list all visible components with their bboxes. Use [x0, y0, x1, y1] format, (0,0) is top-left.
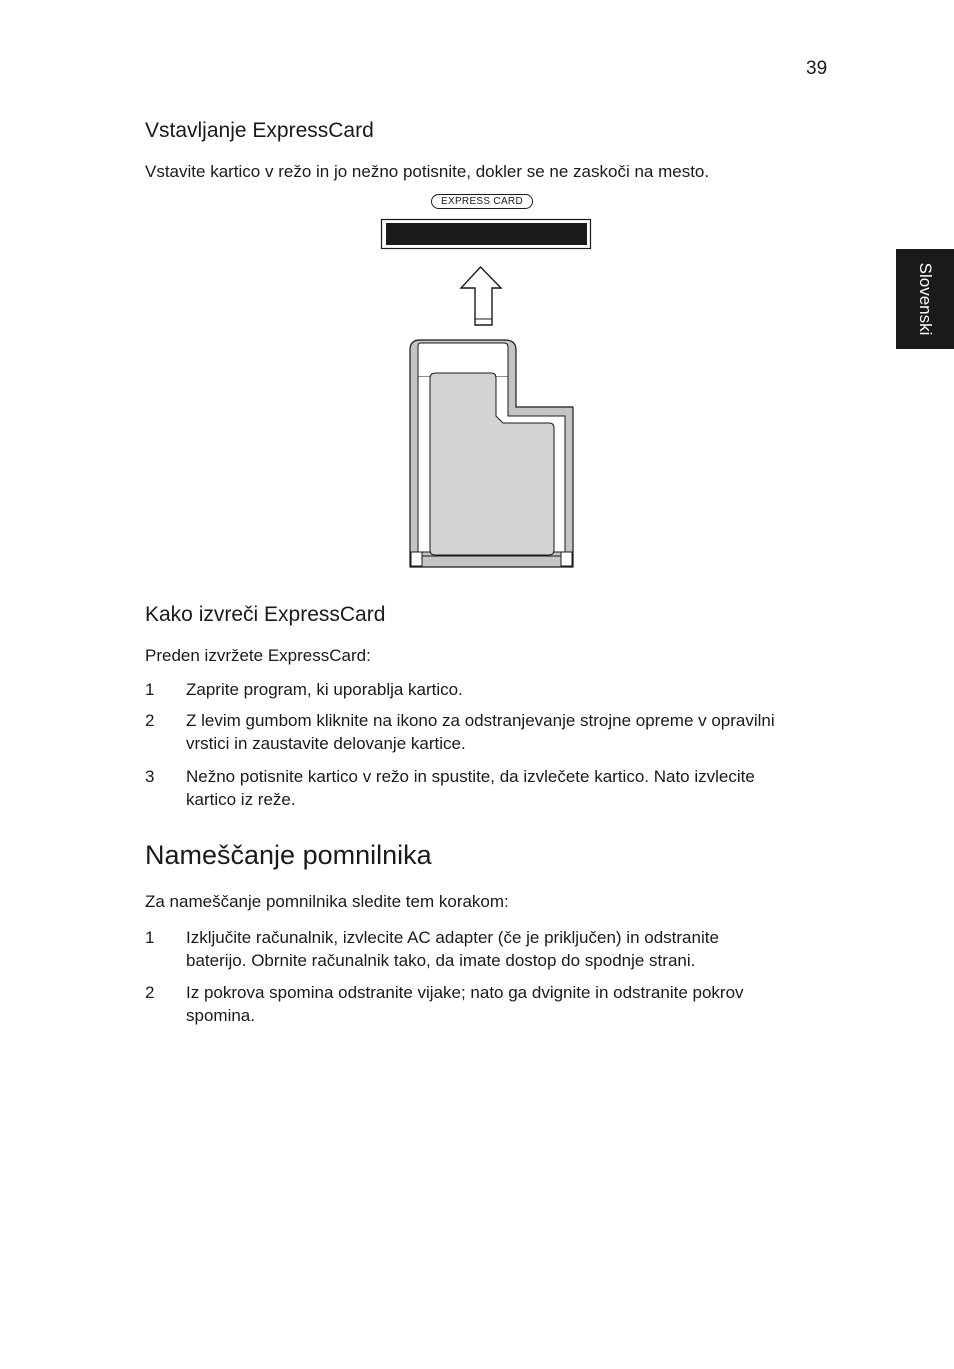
- step-text: [186, 926, 836, 972]
- step-line: baterijo. Obrnite računalnik tako, da imate dostop do spodnje strani.: [186, 951, 696, 970]
- language-tab-label: Slovenski: [916, 262, 935, 336]
- language-tab: [896, 249, 954, 349]
- section-heading-insert: Vstavljanje ExpressCard: [145, 119, 374, 142]
- expresscard-insertion-icon: [370, 190, 600, 575]
- step-line: spomina.: [186, 1006, 255, 1025]
- expresscard: [410, 340, 573, 567]
- step-line: Zaprite program, ki uporablja kartico.: [186, 680, 463, 699]
- page-number: 39: [806, 58, 828, 79]
- step-number: 1: [145, 680, 155, 699]
- step-number: 3: [145, 767, 155, 786]
- step-line: Z levim gumbom kliknite na ikono za odstranjevanje strojne opreme v opravilni: [186, 711, 775, 730]
- insert-arrow-icon: [461, 267, 501, 325]
- step-text: [186, 765, 836, 811]
- step-text: [186, 678, 836, 701]
- expresscard-figure: [370, 190, 600, 575]
- step-text: [186, 981, 836, 1027]
- step-line: kartico iz reže.: [186, 790, 296, 809]
- step-line: Izključite računalnik, izvlecite AC adapter (če je priključen) in odstranite: [186, 928, 719, 947]
- step-number: 2: [145, 983, 155, 1002]
- section-heading-eject: Kako izvreči ExpressCard: [145, 603, 386, 626]
- step-line: Iz pokrova spomina odstranite vijake; nato ga dvignite in odstranite pokrov: [186, 983, 744, 1002]
- eject-intro: Preden izvržete ExpressCard:: [145, 646, 371, 665]
- step-line: Nežno potisnite kartico v režo in spustite, da izvlečete kartico. Nato izvlecite: [186, 767, 755, 786]
- step-number: 2: [145, 711, 155, 730]
- card-slot: [382, 220, 591, 249]
- section-heading-memory: Nameščanje pomnilnika: [145, 840, 432, 870]
- step-line: vrstici in zaustavite delovanje kartice.: [186, 734, 466, 753]
- step-number: 1: [145, 928, 155, 947]
- slot-label: EXPRESS CARD: [431, 194, 533, 209]
- memory-intro: Za nameščanje pomnilnika sledite tem korakom:: [145, 892, 509, 911]
- insert-instructions: Vstavite kartico v režo in jo nežno potisnite, dokler se ne zaskoči na mesto.: [145, 162, 710, 181]
- step-text: [186, 709, 836, 755]
